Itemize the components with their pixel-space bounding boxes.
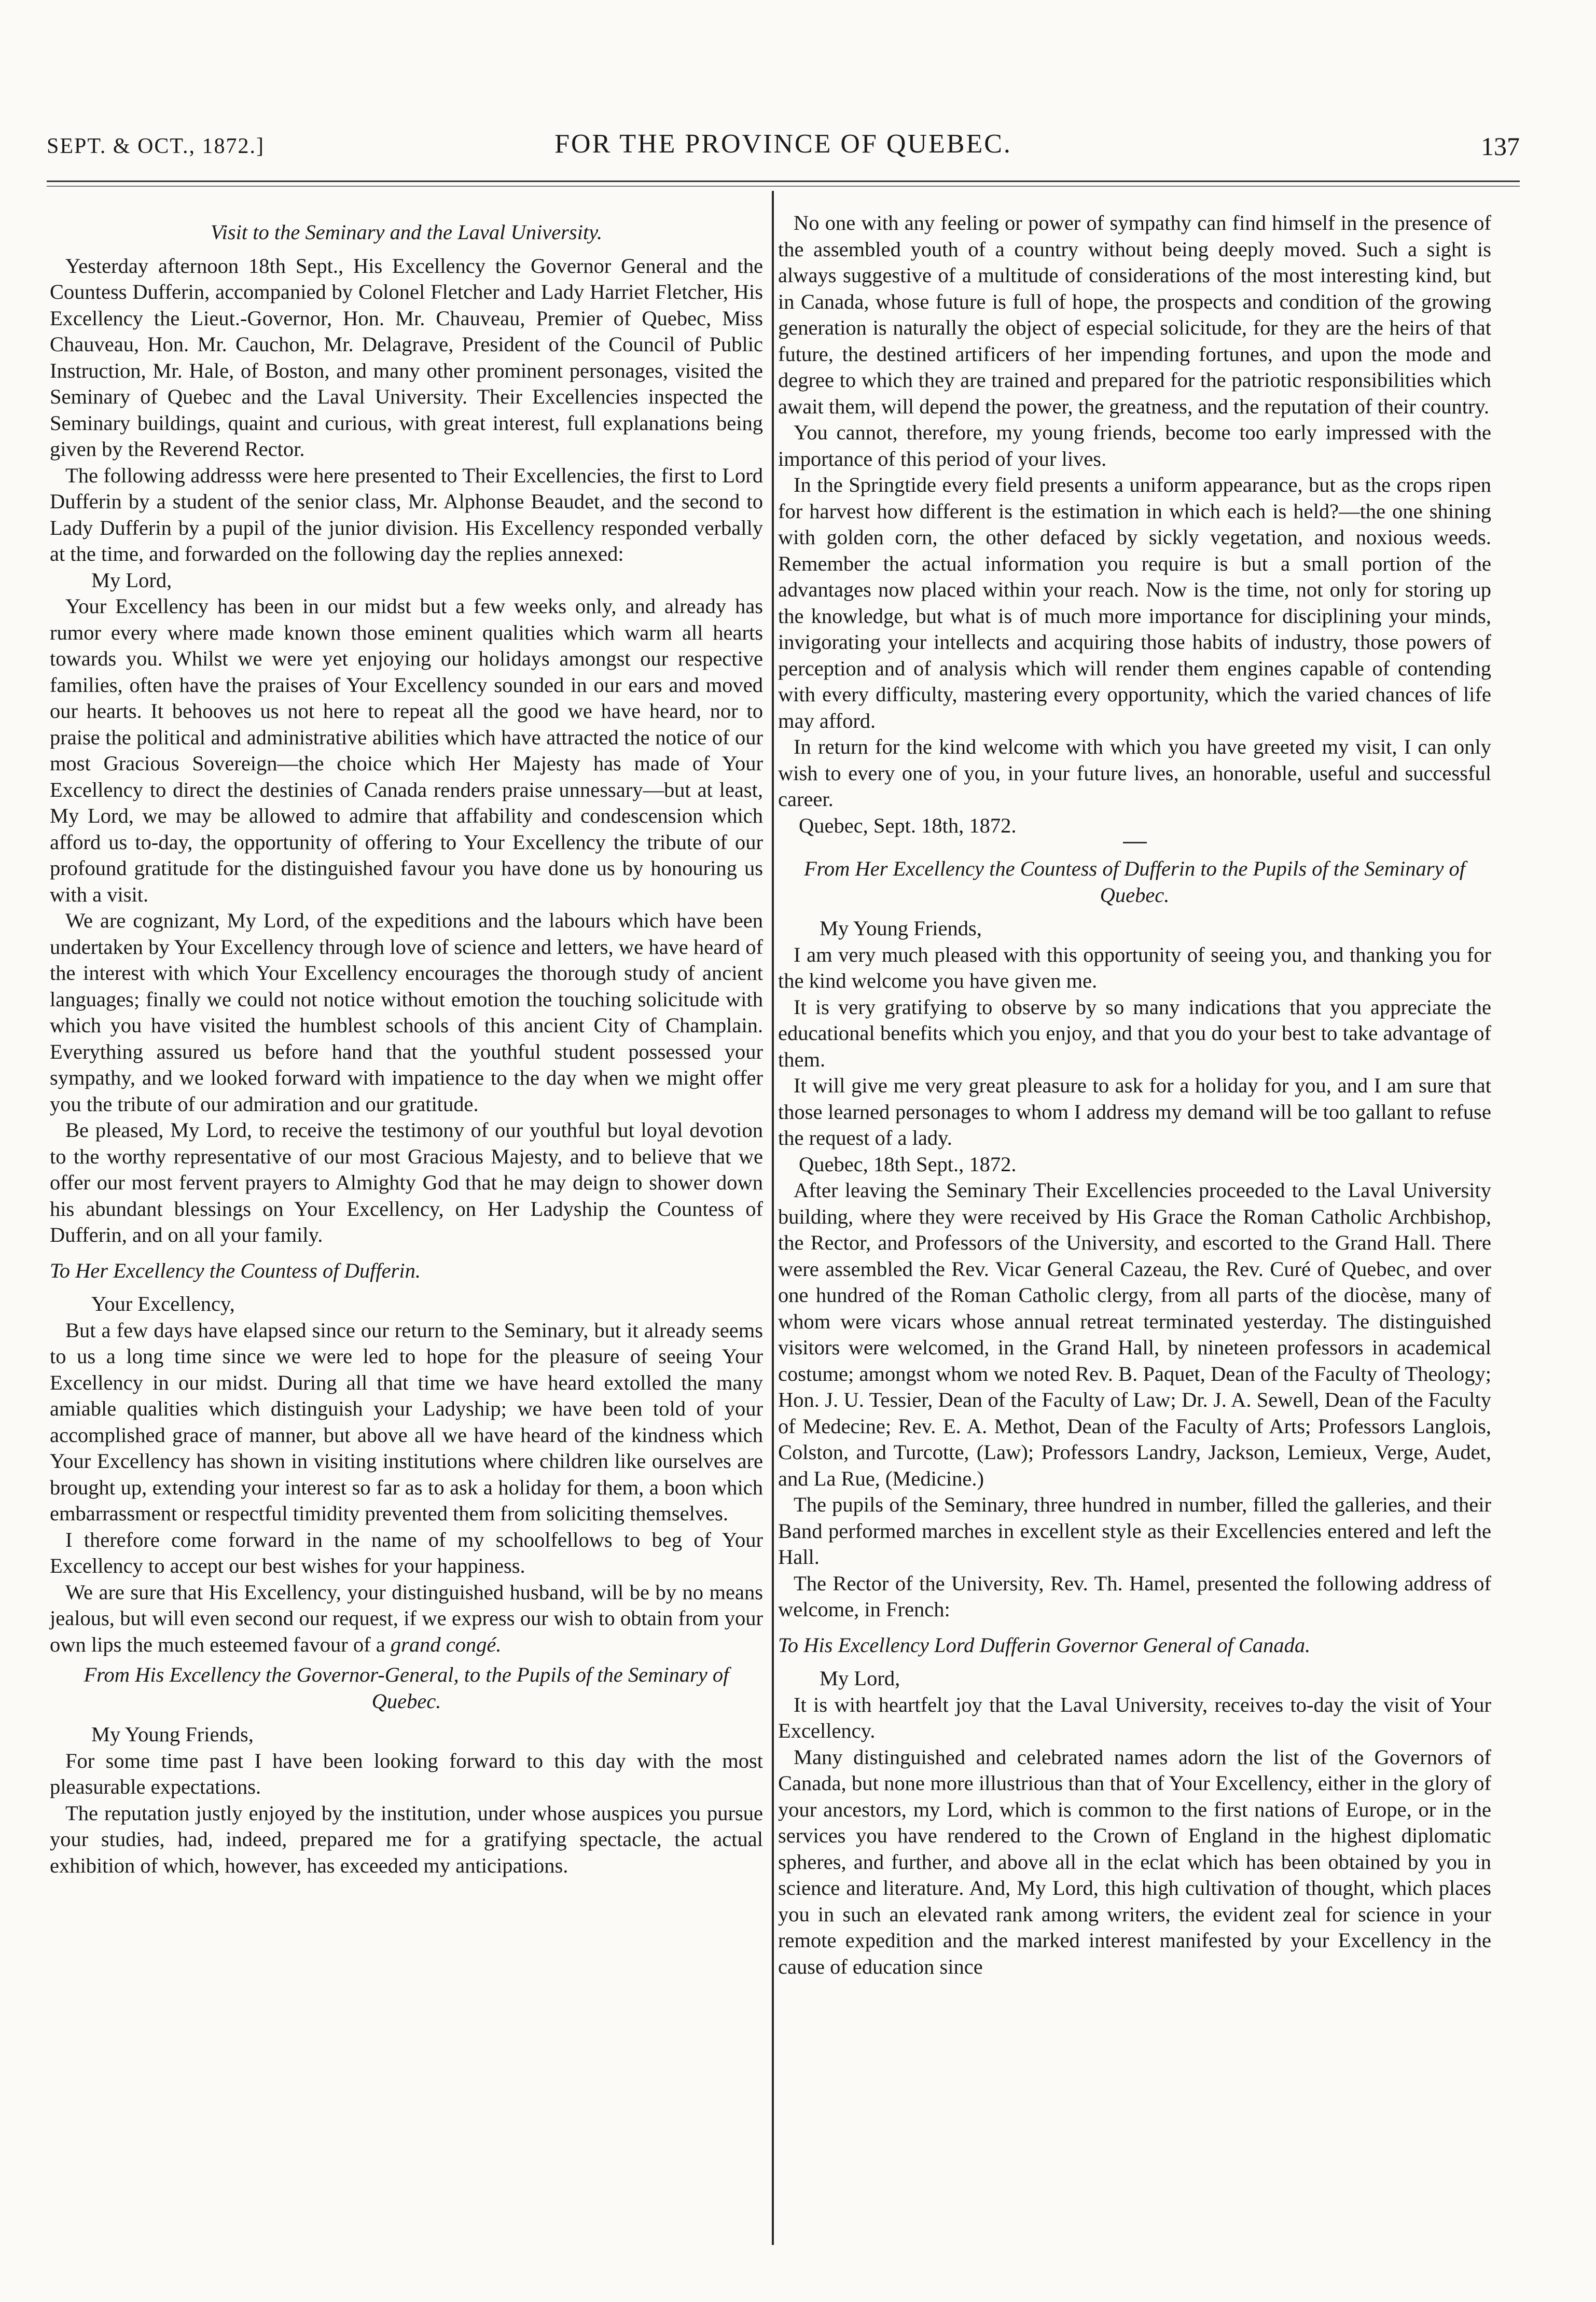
running-title: FOR THE PROVINCE OF QUEBEC. [554,129,1012,159]
paragraph: Your Excellency has been in our midst but a few weeks only, and already has rumor every where made known those eminent qualities which warm all hearts towards you. Whilst we were yet enjoying our holidays amongst our respective families, often have the praises of Your Excellency sounded in our ears and moved our hearts. It behooves us not here to repeat all the good we have heard, nor to praise the political and administrative abilities which have attracted the notice of our most Gracious Sovereign—the choice which Her Majesty has made of Your Excellency to direct the destinies of Canada renders praise unnessary—but at least, My Lord, we may be allowed to admire that affability and condescension which afford us to-day, the opportunity of offering to Your Excellency the tribute of our profound gratitude for the distinguished favour you have done us by honouring us with a visit. [50,594,763,906]
column-divider [772,191,774,2245]
section-heading: From Her Excellency the Countess of Dufferin to the Pupils of the Seminary of Quebec. [803,857,1466,907]
paragraph: We are cognizant, My Lord, of the expeditions and the labours which have been undertaken by Your Excellency through love of science and letters, we have heard of the interest with which Your Excellency encourages the thorough study of ancient languages; finally we could not notice without emotion the touching solicitude with which you have visited the humblest schools of this ancient City of Champlain. Everything assured us before hand that the youthful student possessed your sympathy, and we looked forward with impatience to the day when we might offer you the tribute of our admiration and our gratitude. [50,909,763,1116]
paragraph: It is with heartfelt joy that the Laval University, receives to-day the visit of Your Excellency. [778,1693,1491,1742]
paragraph: The following addresss were here presented to Their Excellencies, the first to Lord Dufferin by a student of the senior class, Mr. Alphonse Beaudet, and the second to Lady Dufferin by a pupil of the junior division. His Excellency responded verbally at the time, and forwarded on the following day the replies annexed: [50,463,763,565]
paragraph: The pupils of the Seminary, three hundred in number, filled the galleries, and their Band performed marches in excellent style as their Excellencies entered and left the Hall. [778,1493,1491,1569]
left-column [50,210,763,1879]
paragraph: In return for the kind welcome with which you have greeted my visit, I can only wish to every one of you, in your future lives, an honorable, useful and successful career. [778,735,1491,811]
salutation: My Lord, [820,1667,900,1690]
paragraph: Yesterday afternoon 18th Sept., His Excellency the Governor General and the Countess Dufferin, accompanied by Colonel Fletcher and Lady Harriet Fletcher, His Excellency the Lieut.-Governor, Hon. Mr. Chauveau, Premier of Quebec, Miss Chauveau, Hon. Mr. Cauchon, Mr. Delagrave, President of the Council of Public Instruction, Mr. Hale, of Boston, and many other prominent personages, visited the Seminary of Quebec and the Laval University. Their Excellencies inspected the Seminary buildings, quaint and curious, with great interest, full explanations being given by the Reverend Rector. [50,254,763,461]
section-heading: To His Excellency Lord Dufferin Governor General of Canada. [778,1633,1311,1657]
paragraph: The Rector of the University, Rev. Th. Hamel, presented the following address of welcome, in French: [778,1571,1491,1621]
article-heading: Visit to the Seminary and the Laval University. [210,220,603,244]
dateline: Quebec, 18th Sept., 1872. [799,1152,1017,1176]
section-heading: From His Excellency the Governor-General, to the Pupils of the Seminary of Quebec. [84,1663,729,1713]
paragraph: But a few days have elapsed since our return to the Seminary, but it already seems to us a long time since we were led to hope for the pleasure of seeing Your Excellency in our midst. During all that time we have heard extolled the many amiable qualities which distinguish your Ladyship; we have been told of your accomplished grace of manner, but above all we have heard of the kindness which Your Excellency has shown in visiting institutions where children like ourselves are brought up, extending your interest so far as to ask a holiday for them, a boon which embarrassment or respectful timidity prevented them from soliciting themselves. [50,1318,763,1525]
paragraph: It is very gratifying to observe by so many indications that you appreciate the educational benefits which you enjoy, and that you do your best to take advantage of them. [778,995,1491,1071]
text-run: We are sure that His Excellency, your distinguished husband, will be by no means jealous, but will even second our request, if we express our wish to obtain from your own lips the much esteemed favour of a [50,1580,763,1656]
paragraph: For some time past I have been looking forward to this day with the most pleasurable expectations. [50,1749,763,1798]
right-column [778,210,1491,1980]
section-dash [1123,842,1147,843]
running-header [47,129,1520,175]
salutation: Your Excellency, [91,1292,235,1315]
dateline: Quebec, Sept. 18th, 1872. [799,813,1017,837]
header-rule [47,181,1520,182]
paragraph: In the Springtide every field presents a uniform appearance, but as the crops ripen for harvest how different is the estimation in which each is held?—the one shining with golden corn, the other defaced by sickly vegetation, and noxious weeds. Remember the actual information you require is but a small portion of the advantages now placed within your reach. Now is the time, not only for storing up the knowledge, but what is of much more importance for disciplining your minds, invigorating your intellects and acquiring those habits of industry, those powers of perception and of analysis which will render them engines capable of contending with every difficulty, mastering every opportunity, which the varied chances of life may afford. [778,473,1491,732]
section-heading: To Her Excellency the Countess of Dufferin. [50,1258,421,1282]
paragraph: I am very much pleased with this opportunity of seeing you, and thanking you for the kind welcome you have given me. [778,942,1491,992]
paragraph: After leaving the Seminary Their Excellencies proceeded to the Laval University building, where they were received by His Grace the Roman Catholic Archbishop, the Rector, and Professors of the University, and escorted to the Grand Hall. There were assembled the Rev. Vicar General Cazeau, the Rev. Curé of Quebec, and over one hundred of the Roman Catholic clergy, from all parts of the diocèse, many of whom were vicars whose annual retreat terminated yesterday. The distinguished visitors were welcomed, in the Grand Hall, by nineteen professors in academical costume; amongst whom we noted Rev. B. Paquet, Dean of the Faculty of Theology; Hon. J. U. Tessier, Dean of the Faculty of Law; Dr. J. A. Sewell, Dean of the Faculty of Medecine; Rev. E. A. Methot, Dean of the Faculty of Arts; Professors Langlois, Colston, and Turcotte, (Law); Professors Landry, Jackson, Lemieux, Verge, Audet, and La Rue, (Medicine.) [778,1178,1491,1490]
salutation: My Lord, [91,568,172,592]
salutation: My Young Friends, [820,917,982,940]
salutation: My Young Friends, [91,1723,254,1746]
issue-date: SEPT. & OCT., 1872.] [47,134,265,158]
paragraph [50,1579,763,1658]
paragraph: I therefore come forward in the name of my schoolfellows to beg of Your Excellency to accept our best wishes for your happiness. [50,1528,763,1577]
header-rule-thin [47,186,1520,187]
page-number: 137 [1481,132,1520,161]
paragraph: Many distinguished and celebrated names adorn the list of the Governors of Canada, but none more illustrious than that of Your Excellency, either in the glory of your ancestors, my Lord, which is common to the first nations of Europe, or in the services you have rendered to the Crown of England in the highest diplomatic spheres, and further, and above all in the eclat which has been obtained by you in science and literature. And, My Lord, this high cultivation of thought, which places you in such an elevated rank among writers, the evident zeal for science in your remote expedition and the marked interest manifested by your Excellency in the cause of education since [778,1745,1491,1978]
paragraph: It will give me very great pleasure to ask for a holiday for you, and I am sure that those learned personages to whom I address my demand will be too gallant to refuse the request of a lady. [778,1074,1491,1149]
italic-phrase: grand congé. [390,1632,502,1656]
paragraph: You cannot, therefore, my young friends, become too early impressed with the importance of this period of your lives. [778,421,1491,470]
paragraph: Be pleased, My Lord, to receive the testimony of our youthful but loyal devotion to the worthy representative of our most Gracious Majesty, and to believe that we offer our most fervent prayers to Almighty God that he may deign to shower down his abundant blessings on Your Excellency, on Her Ladyship the Countess of Dufferin, and on all your family. [50,1118,763,1246]
paragraph: No one with any feeling or power of sympathy can find himself in the presence of the assembled youth of a country without being deeply moved. Such a sight is always suggestive of a multitude of considerations of the most interesting kind, but in Canada, whose future is full of hope, the prospects and condition of the growing generation is naturally the object of especial solicitude, for they are the heirs of that future, the destined artificers of her impending fortunes, and upon the mode and degree to which they are trained and prepared for the patriotic responsibilities which await them, will depend the power, the greatness, and the reputation of their country. [778,211,1491,418]
paragraph: The reputation justly enjoyed by the institution, under whose auspices you pursue your studies, had, indeed, prepared me for a gratifying spectacle, the actual exhibition of which, however, has exceeded my anticipations. [50,1801,763,1877]
